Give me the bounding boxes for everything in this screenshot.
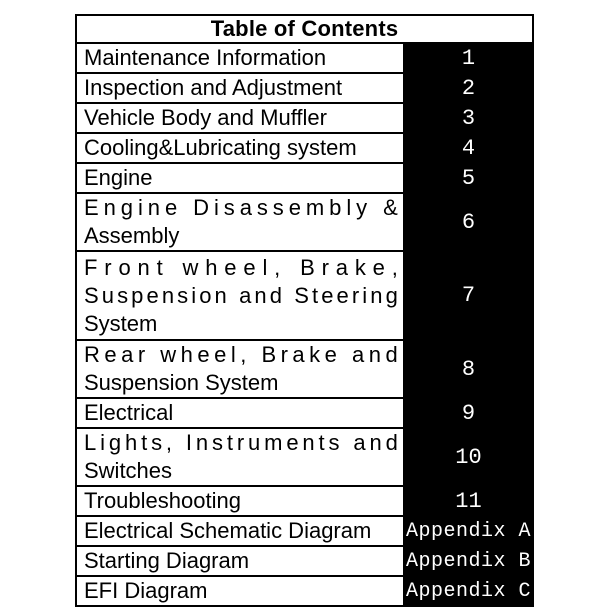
toc-row bbox=[76, 340, 533, 398]
chapter-title-cell bbox=[76, 43, 404, 73]
chapter-title-line: Switches bbox=[84, 458, 173, 483]
toc-header-row bbox=[76, 15, 533, 43]
chapter-title-line: Inspection and Adjustment bbox=[84, 75, 343, 100]
chapter-title-line: EFI Diagram bbox=[84, 578, 208, 603]
chapter-title-cell bbox=[76, 251, 404, 340]
toc-row bbox=[76, 428, 533, 486]
chapter-title-line: Vehicle Body and Muffler bbox=[84, 105, 327, 130]
page-number-cell: 9 bbox=[404, 398, 533, 428]
chapter-title-cell bbox=[76, 516, 404, 546]
page-number-cell: 11 bbox=[404, 486, 533, 516]
toc-row bbox=[76, 73, 533, 103]
chapter-title-cell bbox=[76, 398, 404, 428]
chapter-title-line: Maintenance Information bbox=[84, 45, 327, 70]
chapter-title-line: Engine bbox=[84, 165, 153, 190]
toc-row bbox=[76, 163, 533, 193]
chapter-title-cell bbox=[76, 163, 404, 193]
toc-row bbox=[76, 103, 533, 133]
chapter-title-line: Assembly bbox=[84, 223, 180, 248]
appendix-label-cell: Appendix B bbox=[404, 546, 533, 576]
page-number-cell: 2 bbox=[404, 73, 533, 103]
chapter-title-cell bbox=[76, 486, 404, 516]
chapter-title-line: Electrical bbox=[84, 400, 174, 425]
toc-row bbox=[76, 398, 533, 428]
chapter-title-line: Cooling&Lubricating system bbox=[84, 135, 357, 160]
chapter-title-line: F r o n t w h e e l , B r a k e , bbox=[84, 254, 398, 280]
toc-row bbox=[76, 516, 533, 546]
chapter-title-line: Starting Diagram bbox=[84, 548, 250, 573]
page-number-cell: 10 bbox=[404, 428, 533, 486]
chapter-title-cell bbox=[76, 103, 404, 133]
appendix-label-cell: Appendix A bbox=[404, 516, 533, 546]
appendix-label-cell: Appendix C bbox=[404, 576, 533, 606]
toc-row bbox=[76, 546, 533, 576]
chapter-title-cell bbox=[76, 428, 404, 486]
page-number-cell: 5 bbox=[404, 163, 533, 193]
chapter-title-line: S u s p e n s i o n a n d S t e e r i n g bbox=[84, 282, 398, 308]
toc-row bbox=[76, 486, 533, 516]
toc-row bbox=[76, 133, 533, 163]
chapter-title-line: E n g i n e D i s a s s e m b l y & bbox=[84, 195, 398, 220]
chapter-title-cell bbox=[76, 340, 404, 398]
toc-row bbox=[76, 43, 533, 73]
chapter-title-cell bbox=[76, 193, 404, 251]
chapter-title-line: System bbox=[84, 310, 158, 336]
chapter-title-line: L i g h t s , I n s t r u m e n t s a n d bbox=[84, 430, 398, 455]
toc-row bbox=[76, 576, 533, 606]
chapter-title-line: Troubleshooting bbox=[84, 488, 241, 513]
page-number-cell: 7 bbox=[404, 251, 533, 340]
chapter-title-line: R e a r w h e e l , B r a k e a n d bbox=[84, 342, 398, 367]
chapter-title-line: Suspension System bbox=[84, 370, 279, 395]
page-number-cell: 8 bbox=[404, 340, 533, 398]
chapter-title-line: Electrical Schematic Diagram bbox=[84, 518, 372, 543]
toc-table bbox=[75, 14, 534, 607]
toc-row bbox=[76, 251, 533, 340]
chapter-title-cell bbox=[76, 73, 404, 103]
page-number-cell: 6 bbox=[404, 193, 533, 251]
page-number-cell: 4 bbox=[404, 133, 533, 163]
chapter-title-cell bbox=[76, 133, 404, 163]
page-number-cell: 1 bbox=[404, 43, 533, 73]
toc-title: Table of Contents bbox=[76, 15, 533, 43]
chapter-title-cell bbox=[76, 576, 404, 606]
toc-row bbox=[76, 193, 533, 251]
chapter-title-cell bbox=[76, 546, 404, 576]
page-number-cell: 3 bbox=[404, 103, 533, 133]
